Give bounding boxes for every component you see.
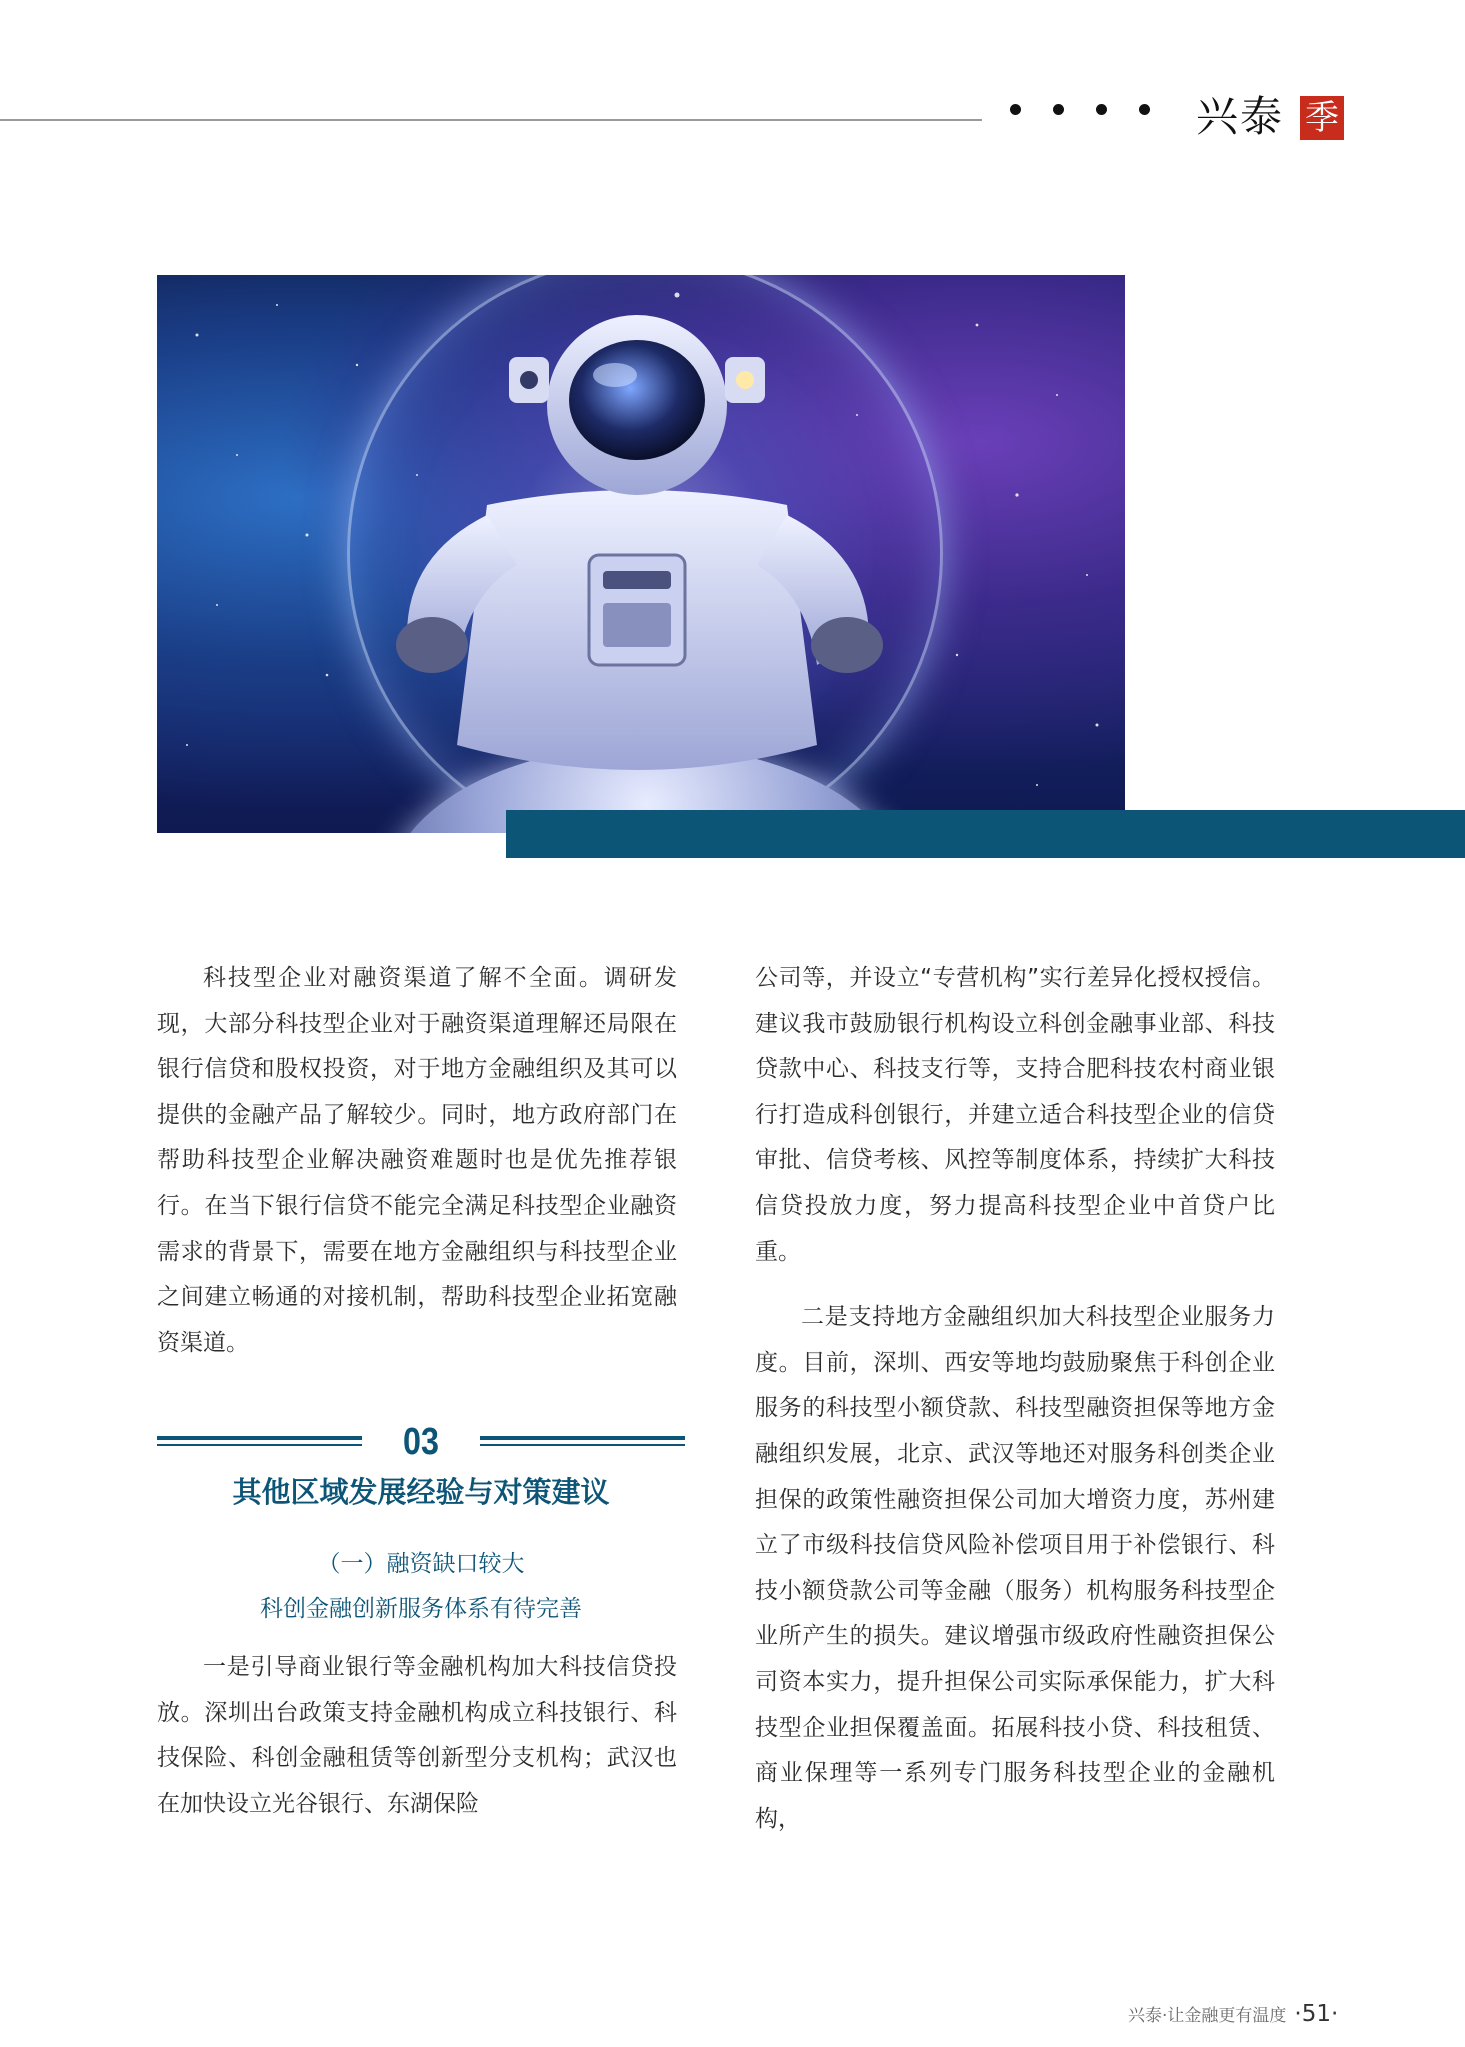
- dot-icon: [1010, 104, 1021, 115]
- body-paragraph: 公司等，并设立“专营机构”实行差异化授权授信。建议我市鼓励银行机构设立科创金融事业部、科技贷款中心、科技支行等，支持合肥科技农村商业银行打造成科创银行，并建立适合科技型企业的信贷审批、信贷考核、风控等制度体系，持续扩大科技信贷投放力度，努力提高科技型企业中首贷户比重。: [755, 965, 1275, 1265]
- header-dots: [1010, 104, 1150, 115]
- header-rule: [0, 119, 982, 121]
- body-paragraph: 二是支持地方金融组织加大科技型企业服务力度。目前，深圳、西安等地均鼓励聚焦于科创企业服务的科技型小额贷款、科技型融资担保等地方金融组织发展，北京、武汉等地还对服务科创类企业担保的政策性融资担保公司加大增资力度，苏州建立了市级科技信贷风险补偿项目用于补偿银行、科技小额贷款公司等金融（服务）机构服务科技型企业所产生的损失。建议增强市级政府性融资担保公司资本实力，提升担保公司实际承保能力，扩大科技型企业担保覆盖面。拓展科技小贷、科技租赁、商业保理等一系列专门服务科技型企业的金融机构，: [755, 1304, 1275, 1832]
- section-title: 其他区域发展经验与对策建议: [232, 1475, 610, 1509]
- right-column: [755, 956, 1275, 1842]
- page-footer: [1128, 1999, 1338, 2031]
- dot-icon: [1139, 104, 1150, 115]
- astronaut-hero-image: [157, 275, 1125, 833]
- astronaut-icon: [157, 275, 1125, 833]
- footer-slogan: 兴泰·让金融更有温度: [1128, 2006, 1287, 2026]
- section-number-block: [157, 1412, 685, 1472]
- accent-bar: [506, 810, 1465, 858]
- page-number: ·51·: [1294, 2001, 1339, 2027]
- subsection-title-line1: （一）融资缺口较大: [317, 1551, 525, 1577]
- dot-icon: [1053, 104, 1064, 115]
- dot-icon: [1096, 104, 1107, 115]
- section-number: 03: [403, 1421, 439, 1463]
- body-paragraph: 一是引导商业银行等金融机构加大科技信贷投放。深圳出台政策支持金融机构成立科技银行、科技保险、科创金融租赁等创新型分支机构；武汉也在加快设立光谷银行、东湖保险: [157, 1654, 677, 1817]
- magazine-brand: 兴泰: [1196, 92, 1285, 141]
- subsection-title-line2: 科创金融创新服务体系有待完善: [260, 1596, 582, 1622]
- divider-lines-right: [480, 1436, 685, 1446]
- season-seal-icon: 季: [1300, 96, 1344, 140]
- body-paragraph: 科技型企业对融资渠道了解不全面。调研发现，大部分科技型企业对于融资渠道理解还局限在银行信贷和股权投资，对于地方金融组织及其可以提供的金融产品了解较少。同时，地方政府部门在帮助科技型企业解决融资难题时也是优先推荐银行。在当下银行信贷不能完全满足科技型企业融资需求的背景下，需要在地方金融组织与科技型企业之间建立畅通的对接机制，帮助科技型企业拓宽融资渠道。: [157, 965, 677, 1356]
- left-column-bottom: [157, 1645, 677, 1827]
- left-column-top: [157, 956, 677, 1366]
